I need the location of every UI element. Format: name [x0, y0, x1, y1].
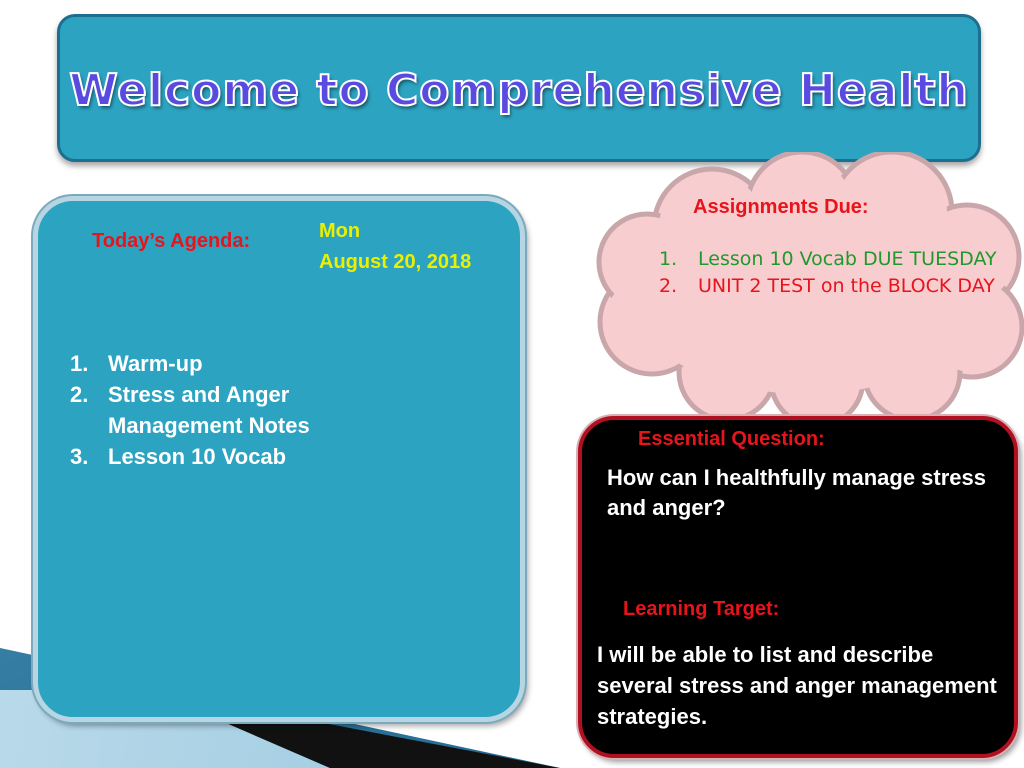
essential-question-text: How can I healthfully manage stress and anger?: [607, 465, 987, 520]
page-title: Welcome to Comprehensive Health: [69, 65, 969, 116]
list-item: 1. Warm-up: [70, 351, 203, 376]
learning-target-title: Learning Target:: [623, 598, 780, 620]
list-item: 1. Lesson 10 Vocab DUE TUESDAY: [659, 248, 997, 270]
learning-target-text: I will be able to list and describe several stress and anger management strategies.: [597, 642, 997, 729]
agenda-label: Today’s Agenda:: [92, 230, 251, 252]
list-item: 2. Stress and Anger Management Notes: [70, 382, 310, 438]
assignments-title: Assignments Due:: [693, 196, 869, 218]
list-item: 3. Lesson 10 Vocab: [70, 444, 287, 469]
assignments-list: [659, 246, 1004, 300]
title-banner: [57, 14, 981, 162]
agenda-full-date: August 20, 2018: [319, 251, 472, 273]
agenda-date: [319, 216, 471, 278]
essential-question-title: Essential Question:: [638, 428, 825, 450]
agenda-list: [70, 348, 370, 472]
agenda-day: Mon: [319, 220, 361, 242]
list-item: 2. UNIT 2 TEST on the BLOCK DAY: [659, 275, 995, 297]
